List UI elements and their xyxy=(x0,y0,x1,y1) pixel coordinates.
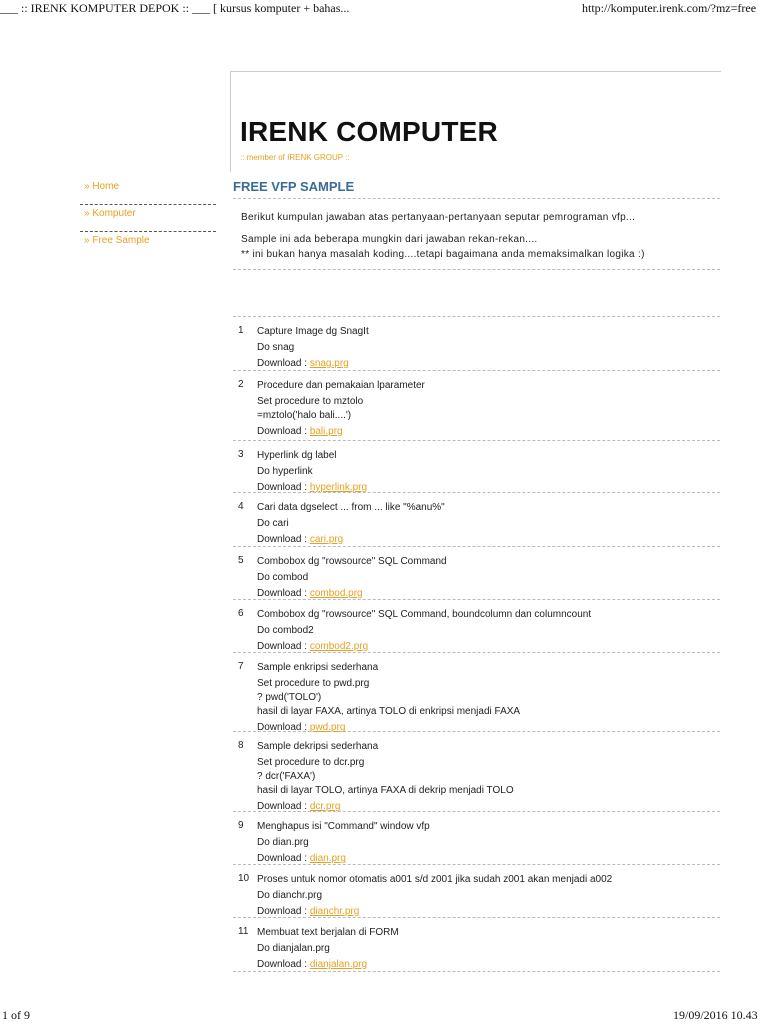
sample-code-line: Do combod2 xyxy=(257,625,314,636)
sample-code-line: Do dian.prg xyxy=(257,837,309,848)
download-label: Download : xyxy=(257,722,310,733)
nav-item-free-sample[interactable]: » Free Sample xyxy=(84,235,150,246)
sample-title: Combobox dg "rowsource" SQL Command, boundcolumn dan columncount xyxy=(257,609,592,620)
download-line xyxy=(257,425,717,439)
sample-body xyxy=(257,608,717,654)
sample-entry xyxy=(233,866,720,918)
download-line xyxy=(257,640,717,654)
sample-entry xyxy=(233,733,720,812)
sample-code-line: Do dianchr.prg xyxy=(257,890,323,901)
sample-code-line: Do combod xyxy=(257,572,309,583)
download-label: Download : xyxy=(257,588,310,599)
sample-number: 4 xyxy=(238,501,244,512)
sample-title: Cari data dgselect ... from ... like "%anu%" xyxy=(257,502,445,513)
sample-code-line: Do hyperlink xyxy=(257,466,313,477)
sample-code-line: Do cari xyxy=(257,518,289,529)
print-datetime: 19/09/2016 10.43 xyxy=(673,1008,758,1022)
page-number: 1 of 9 xyxy=(2,1008,30,1022)
download-label: Download : xyxy=(257,906,310,917)
download-line xyxy=(257,800,717,814)
sample-entry xyxy=(233,548,720,600)
sample-number: 6 xyxy=(238,608,244,619)
sample-title: Procedure dan pemakaian lparameter xyxy=(257,380,425,391)
download-label: Download : xyxy=(257,801,310,812)
sample-entry xyxy=(233,318,720,371)
download-label: Download : xyxy=(257,853,310,864)
download-line xyxy=(257,481,717,495)
sample-entry xyxy=(233,654,720,732)
sample-body xyxy=(257,820,717,866)
download-label: Download : xyxy=(257,426,310,437)
sample-entry xyxy=(233,813,720,865)
sample-code-line: Do snag xyxy=(257,342,295,353)
download-line xyxy=(257,958,717,972)
sample-entry xyxy=(233,601,720,653)
download-label: Download : xyxy=(257,534,310,545)
sample-number: 8 xyxy=(238,740,244,751)
download-line xyxy=(257,357,717,371)
sample-entry xyxy=(233,372,720,441)
download-line xyxy=(257,533,717,547)
sample-body xyxy=(257,379,717,439)
print-header xyxy=(0,0,768,16)
download-label: Download : xyxy=(257,482,310,493)
intro-line-3: ** ini bukan hanya masalah koding....tetapi bagaimana anda memaksimalkan logika :) xyxy=(241,249,645,260)
sample-title: Combobox dg "rowsource" SQL Command xyxy=(257,556,447,567)
download-label: Download : xyxy=(257,959,310,970)
divider xyxy=(233,269,720,270)
print-header-title: ___ :: IRENK KOMPUTER DEPOK :: ___ [ kursus komputer + bahas... xyxy=(0,1,350,15)
site-subtitle: :: member of IRENK GROUP :: xyxy=(240,153,350,162)
sample-number: 3 xyxy=(238,449,244,460)
sample-title: Proses untuk nomor otomatis a001 s/d z001 jika sudah z001 akan menjadi a002 xyxy=(257,874,613,885)
sample-body xyxy=(257,740,717,814)
divider xyxy=(233,316,720,317)
sample-number: 5 xyxy=(238,555,244,566)
sample-code-line: Set procedure to dcr.prg xyxy=(257,757,365,768)
sidebar-nav xyxy=(80,178,216,259)
sample-code-line: ? dcr('FAXA') xyxy=(257,771,316,782)
sample-body xyxy=(257,661,717,735)
intro-line-2: Sample ini ada beberapa mungkin dari jawaban rekan-rekan.... xyxy=(241,234,538,245)
sample-title: Menghapus isi "Command" window vfp xyxy=(257,821,430,832)
section-title: FREE VFP SAMPLE xyxy=(233,179,355,194)
sample-title: Sample enkripsi sederhana xyxy=(257,662,379,673)
sample-body xyxy=(257,926,717,972)
sample-code-line: Do dianjalan.prg xyxy=(257,943,330,954)
print-header-url: http://komputer.irenk.com/?mz=free xyxy=(582,1,757,15)
divider xyxy=(233,198,720,199)
download-line xyxy=(257,587,717,601)
download-link[interactable]: dcr.prg xyxy=(309,801,341,812)
sample-number: 11 xyxy=(238,926,249,937)
download-link[interactable]: pwd.prg xyxy=(309,722,346,733)
sample-title: Capture Image dg SnagIt xyxy=(257,326,369,337)
sample-entry xyxy=(233,442,720,493)
nav-item-home[interactable]: » Home xyxy=(80,178,216,205)
download-link[interactable]: dian.prg xyxy=(309,853,346,864)
download-label: Download : xyxy=(257,358,310,369)
sample-code-line: =mztolo('halo bali....') xyxy=(257,410,352,421)
sample-number: 9 xyxy=(238,820,244,831)
sample-code-line: hasil di layar TOLO, artinya FAXA di dekrip menjadi TOLO xyxy=(257,785,514,796)
sample-entry xyxy=(233,919,720,972)
download-line xyxy=(257,905,717,919)
sample-body xyxy=(257,449,717,495)
sample-number: 1 xyxy=(238,325,244,336)
sample-code-line: ? pwd('TOLO') xyxy=(257,692,322,703)
sample-entry xyxy=(233,494,720,547)
download-link[interactable]: snag.prg xyxy=(309,358,349,369)
sample-title: Hyperlink dg label xyxy=(257,450,337,461)
nav-item-komputer[interactable]: » Komputer xyxy=(80,205,216,232)
sample-title: Membuat text berjalan di FORM xyxy=(257,927,399,938)
sample-code-line: Set procedure to pwd.prg xyxy=(257,678,370,689)
sample-body xyxy=(257,325,717,371)
sample-number: 7 xyxy=(238,661,244,672)
sample-code-line: Set procedure to mztolo xyxy=(257,396,364,407)
sample-body xyxy=(257,873,717,919)
sample-body xyxy=(257,501,717,547)
download-line xyxy=(257,852,717,866)
sample-number: 2 xyxy=(238,379,244,390)
download-link[interactable]: hyperlink.prg xyxy=(309,482,368,493)
download-link[interactable]: cari.prg xyxy=(309,534,344,545)
download-link[interactable]: combod.prg xyxy=(309,588,363,599)
download-label: Download : xyxy=(257,641,310,652)
sample-body xyxy=(257,555,717,601)
sample-code-line: hasil di layar FAXA, artinya TOLO di enkripsi menjadi FAXA xyxy=(257,706,521,717)
download-link[interactable]: dianjalan.prg xyxy=(309,959,368,970)
site-title: IRENK COMPUTER xyxy=(240,116,498,147)
download-link[interactable]: dianchr.prg xyxy=(309,906,360,917)
intro-line-1: Berikut kumpulan jawaban atas pertanyaan-pertanyaan seputar pemrograman vfp... xyxy=(241,212,636,223)
download-link[interactable]: combod2.prg xyxy=(309,641,369,652)
sample-number: 10 xyxy=(238,873,250,884)
print-footer xyxy=(0,1008,768,1024)
download-link[interactable]: bali.prg xyxy=(309,426,343,437)
sample-title: Sample dekripsi sederhana xyxy=(257,741,379,752)
